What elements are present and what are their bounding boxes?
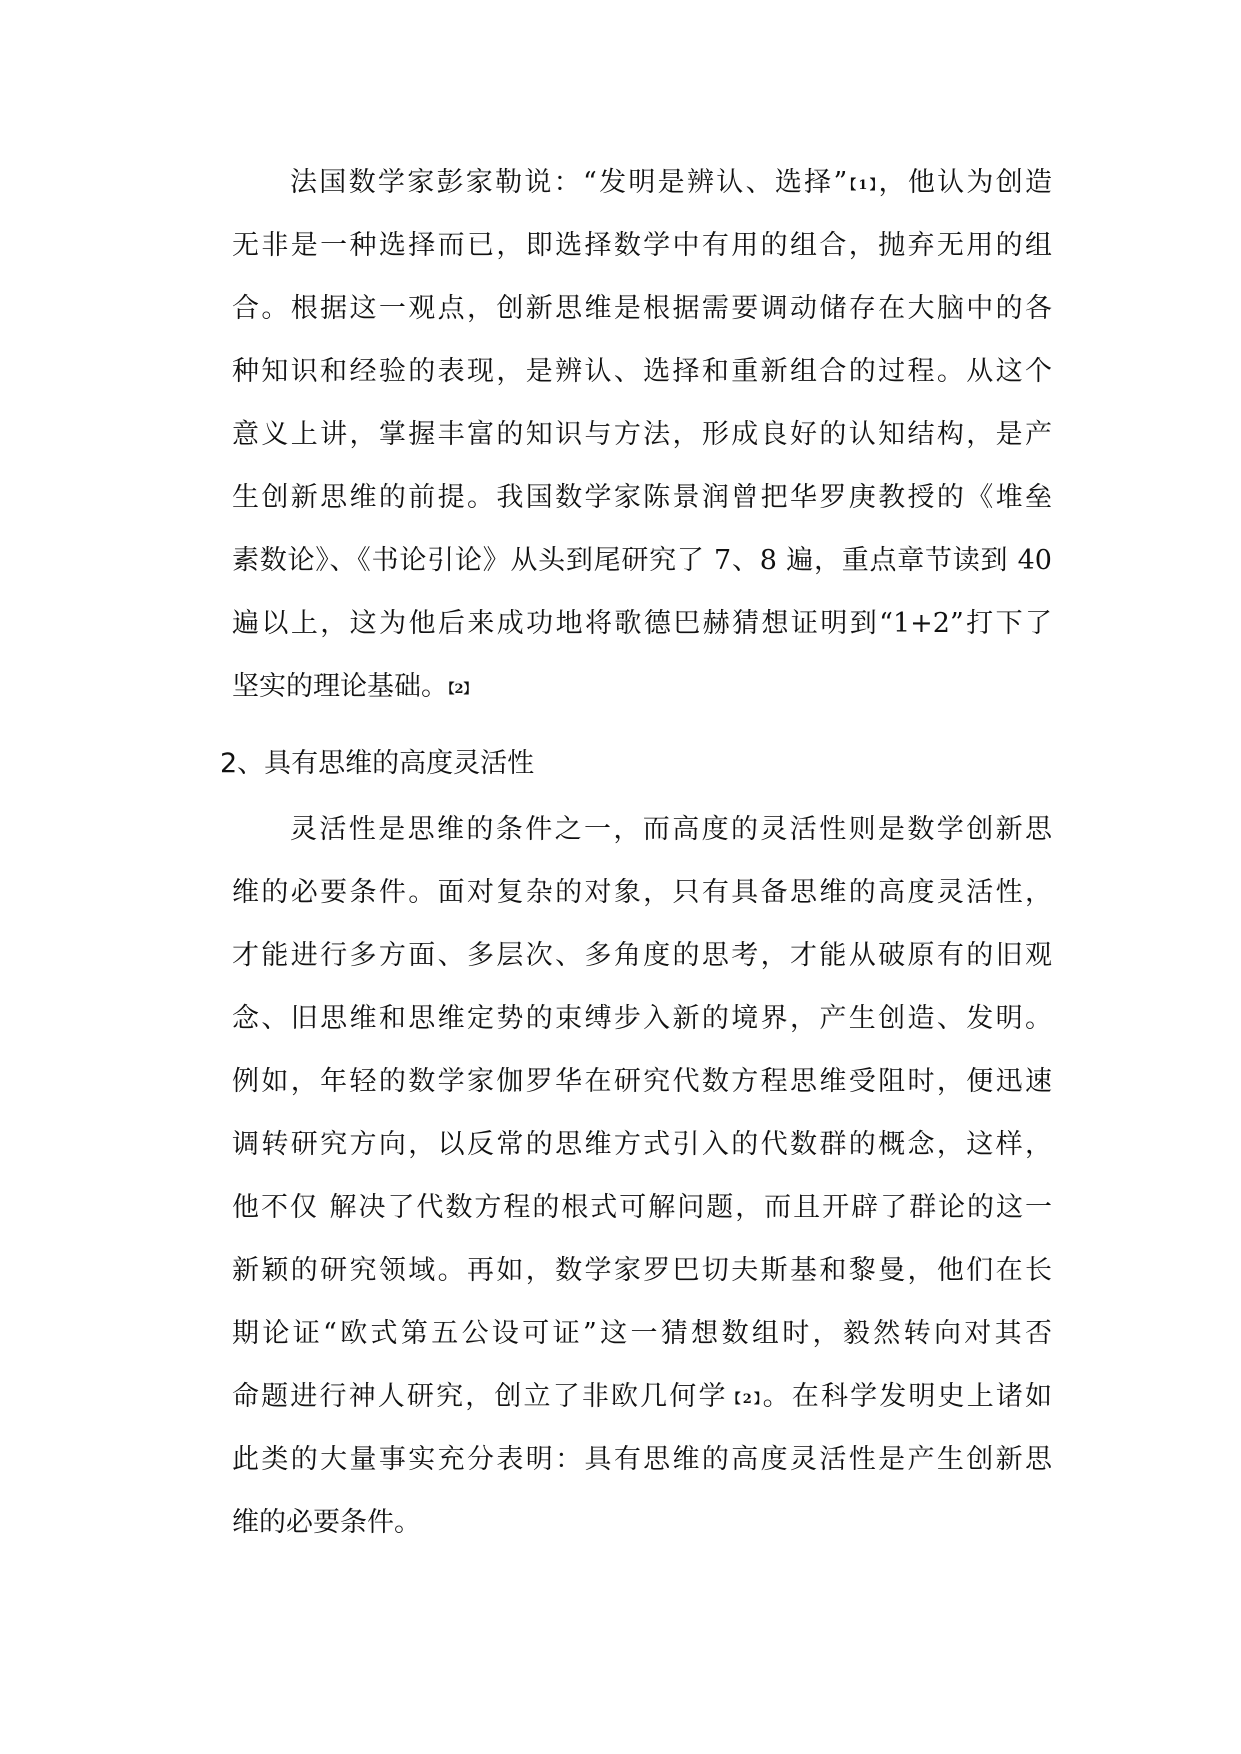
- paragraph-1-line-6: 生创新思维的前提。我国数学家陈景润曾把华罗庚教授的《堆垒: [232, 482, 1052, 513]
- paragraph-1-line-7: 素数论》、《书论引论》从头到尾研究了 7、8 遍，重点章节读到 40: [232, 545, 1052, 576]
- paragraph-2-line-2: 维的必要条件。面对复杂的对象，只有具备思维的高度灵活性，: [232, 877, 1052, 908]
- citation-2-second: 【2】: [727, 1392, 763, 1407]
- paragraph-2-line-5: 例如，年轻的数学家伽罗华在研究代数方程思维受阻时，便迅速: [232, 1066, 1052, 1097]
- paragraph-1-line-4: 种知识和经验的表现，是辨认、选择和重新组合的过程。从这个: [232, 356, 1052, 387]
- paragraph-2-line-6: 调转研究方向，以反常的思维方式引入的代数群的概念，这样，: [232, 1129, 1052, 1160]
- paragraph-2-line-9: 期论证“欧式第五公设可证”这一猜想数组时，毅然转向对其否: [232, 1318, 1052, 1349]
- paragraph-2-line-3: 才能进行多方面、多层次、多角度的思考，才能从破原有的旧观: [232, 940, 1052, 971]
- paragraph-2-line-4: 念、旧思维和思维定势的束缚步入新的境界，产生创造、发明。: [232, 1003, 1052, 1034]
- paragraph-2-line-8: 新颖的研究领域。再如，数学家罗巴切夫斯基和黎曼，他们在长: [232, 1255, 1052, 1286]
- citation-2: 【2】: [448, 682, 477, 697]
- paragraph-1-line-8: 遍以上，这为他后来成功地将歌德巴赫猜想证明到“1+2”打下了: [232, 608, 1052, 639]
- paragraph-1-line-3: 合。根据这一观点，创新思维是根据需要调动储存在大脑中的各: [232, 293, 1052, 324]
- paragraph-2-line-10: 命题进行神人研究，创立了非欧几何学【2】。在科学发明史上诸如: [232, 1381, 1053, 1412]
- paragraph-2-line-7: 他不仅 解决了代数方程的根式可解问题，而且开辟了群论的这一: [232, 1192, 1052, 1223]
- citation-1: 【1】: [847, 178, 879, 193]
- paragraph-2-line-1: 灵活性是思维的条件之一，而高度的灵活性则是数学创新思: [290, 814, 1052, 845]
- paragraph-1-line-1: 法国数学家彭家勒说：“发明是辨认、选择”【1】，他认为创造: [290, 167, 1053, 198]
- paragraph-2-line-12: 维的必要条件。: [232, 1507, 421, 1538]
- paragraph-2-line-11: 此类的大量事实充分表明：具有思维的高度灵活性是产生创新思: [232, 1444, 1052, 1475]
- paragraph-1-line-5: 意义上讲，掌握丰富的知识与方法，形成良好的认知结构，是产: [232, 419, 1052, 450]
- paragraph-1-line-9: 坚实的理论基础。【2】: [232, 671, 477, 702]
- section-heading: 2、具有思维的高度灵活性: [220, 748, 535, 779]
- paragraph-1-line-2: 无非是一种选择而已，即选择数学中有用的组合，抛弃无用的组: [232, 230, 1052, 261]
